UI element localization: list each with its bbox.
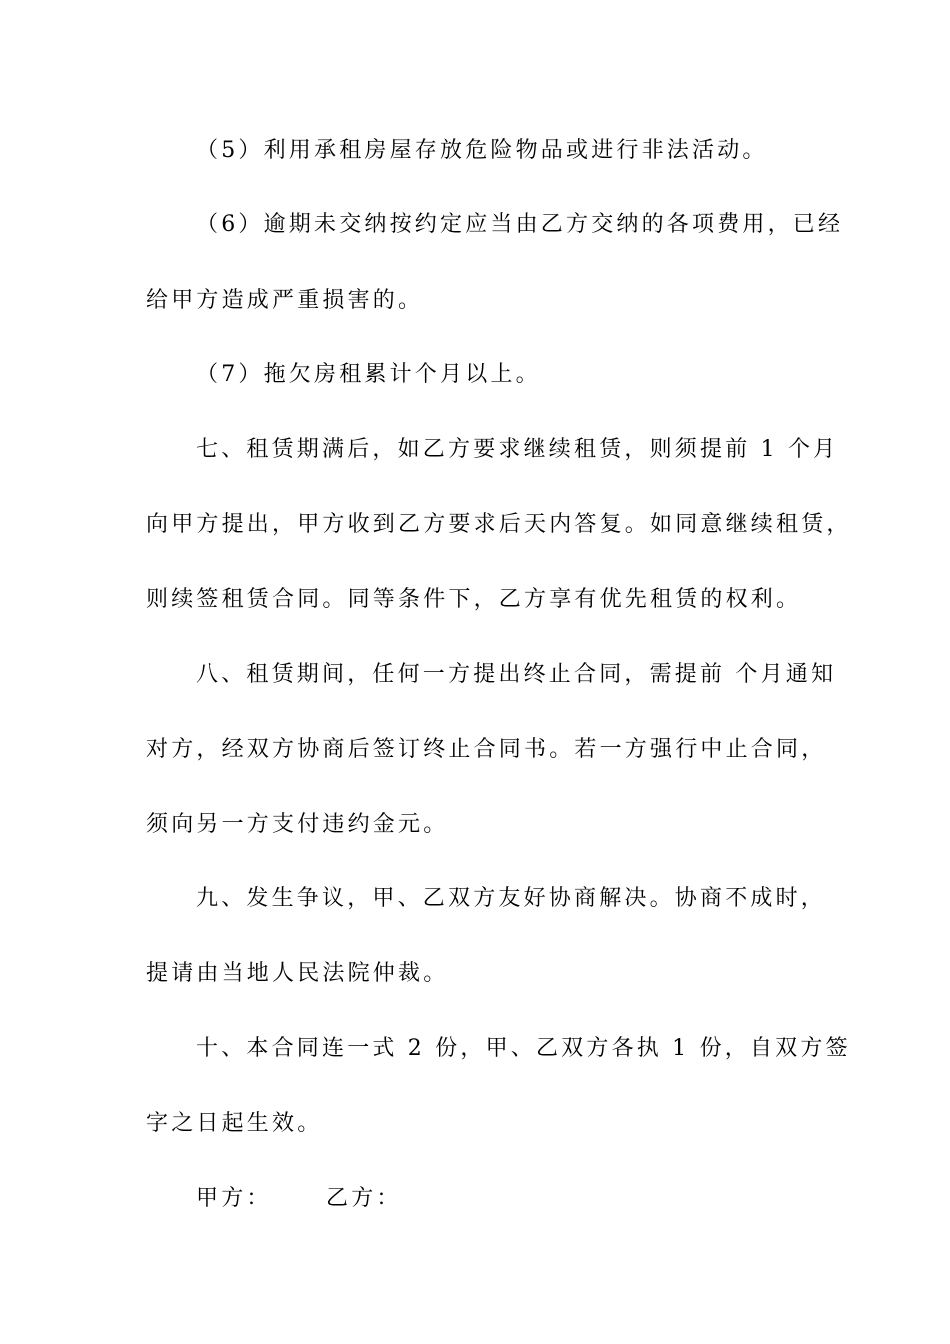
clause-9-line-2: 提请由当地人民法院仲裁。 xyxy=(146,961,449,986)
clause-8-line-3: 须向另一方支付违约金元。 xyxy=(146,812,449,837)
clause-6-item-6-line-1: （6）逾期未交纳按约定应当由乙方交纳的各项费用，已经 xyxy=(196,212,844,237)
party-a-signature-label: 甲方： xyxy=(196,1186,272,1211)
party-b-signature-label: 乙方： xyxy=(326,1186,402,1211)
clause-8-line-1: 八、租赁期间，任何一方提出终止合同，需提前 个月通知 xyxy=(196,662,837,687)
clause-10-line-2: 字之日起生效。 xyxy=(146,1111,323,1136)
clause-10-line-1: 十、本合同连一式 2 份，甲、乙双方各执 1 份，自双方签 xyxy=(196,1036,851,1061)
clause-6-item-5: （5）利用承租房屋存放危险物品或进行非法活动。 xyxy=(196,138,768,163)
clause-7-line-1: 七、租赁期满后，如乙方要求继续租赁，则须提前 1 个月 xyxy=(196,437,839,462)
clause-6-item-6-line-2: 给甲方造成严重损害的。 xyxy=(146,288,424,313)
clause-7-line-2: 向甲方提出，甲方收到乙方要求后天内答复。如同意继续租赁， xyxy=(146,512,852,537)
clause-8-line-2: 对方，经双方协商后签订终止合同书。若一方强行中止合同， xyxy=(146,737,827,762)
clause-6-item-7: （7）拖欠房租累计个月以上。 xyxy=(196,362,541,387)
clause-9-line-1: 九、发生争议，甲、乙双方友好协商解决。协商不成时， xyxy=(196,886,827,911)
clause-7-line-3: 则续签租赁合同。同等条件下，乙方享有优先租赁的权利。 xyxy=(146,587,802,612)
